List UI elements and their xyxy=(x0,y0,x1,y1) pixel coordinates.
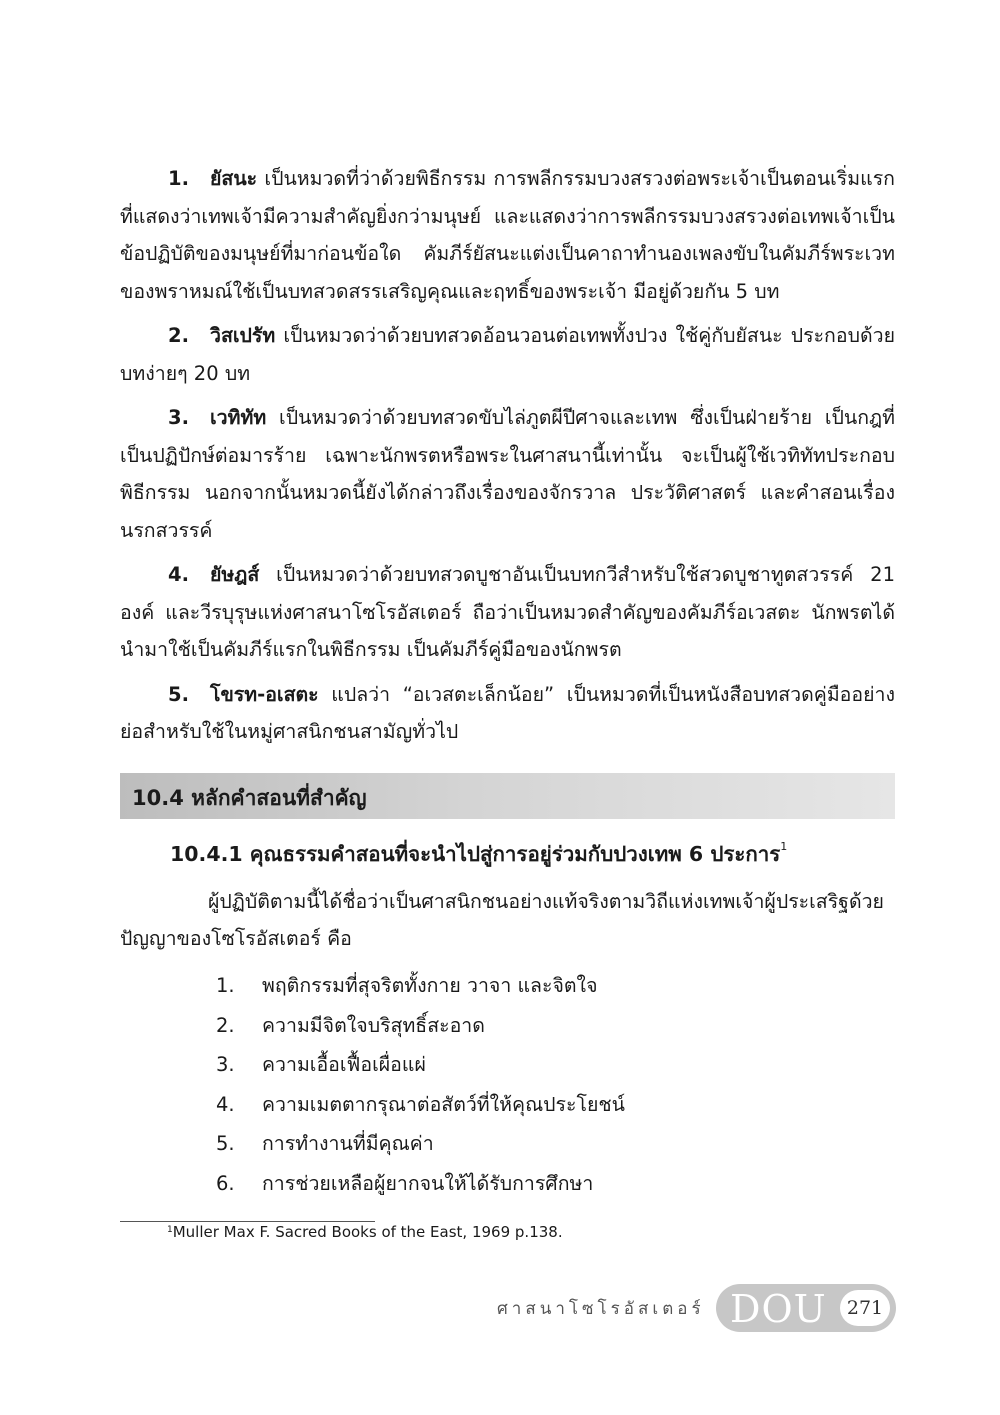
footnote-divider xyxy=(120,1221,375,1222)
intro-paragraph: ผู้ปฏิบัติตามนี้ได้ชื่อว่าเป็นศาสนิกชนอย่างแท้จริงตามวิถีแห่งเทพเจ้าผู้ประเสริฐด้วยปัญญาของโซโรอัสเตอร์ คือ xyxy=(120,890,884,950)
item-text: พฤติกรรมที่สุจริตทั้งกาย วาจา และจิตใจ xyxy=(262,974,598,997)
list-item xyxy=(120,556,895,669)
item-text: การทำงานที่มีคุณค่า xyxy=(262,1132,434,1155)
item-text: แปลว่า “อเวสตะเล็กน้อย” เป็นหมวดที่เป็นหนังสือบทสวดคู่มืออย่างย่อสำหรับใช้ในหมู่ศาสนิกชนสามัญทั่วไป xyxy=(120,682,895,743)
scripture-sections xyxy=(120,160,895,758)
list-item xyxy=(216,1124,625,1164)
list-item xyxy=(120,160,895,310)
list-item xyxy=(216,1006,625,1046)
list-item xyxy=(120,317,895,392)
item-number: 5. xyxy=(168,682,189,706)
section-heading-bar xyxy=(120,773,895,819)
item-text: เป็นหมวดว่าด้วยบทสวดขับไล่ภูตผีปีศาจและเทพ ซึ่งเป็นฝ่ายร้าย เป็นกฎที่เป็นปฏิปักษ์ต่อมารร้าย เฉพาะนักพรตหรือพระในศาสนานี้เท่านั้น จะเป็นผู้ใช้เวทิทัทประกอบพิธีกรรม นอกจากนั้นหมวดนี้ยังได้กล่าวถึงเรื่องของจักรวาล ประวัติศาสตร์ และคำสอนเรื่องนรกสวรรค์ xyxy=(120,406,895,542)
item-term: ยัสนะ xyxy=(210,167,258,190)
item-number: 5. xyxy=(216,1132,235,1155)
subsection-heading xyxy=(170,838,787,871)
item-text: เป็นหมวดว่าด้วยบทสวดอ้อนวอนต่อเทพทั้งปวง ใช้คู่กับยัสนะ ประกอบด้วยบทง่ายๆ 20 บท xyxy=(120,324,895,385)
running-title: ศาสนาโซโรอัสเตอร์ xyxy=(497,1299,705,1319)
virtues-list xyxy=(216,966,625,1203)
item-number: 1. xyxy=(168,167,189,190)
item-number: 3. xyxy=(168,406,189,429)
section-title: 10.4 หลักคำสอนที่สำคัญ xyxy=(132,786,367,810)
dou-logo: DOU xyxy=(730,1287,827,1331)
footnote-reference[interactable]: 1 xyxy=(780,840,788,853)
item-term: วิสเปรัท xyxy=(210,324,276,347)
item-number: 6. xyxy=(216,1171,235,1195)
footnote-text: Muller Max F. Sacred Books of the East, 1969 p.138. xyxy=(172,1223,563,1241)
item-text: ความมีจิตใจบริสุทธิ์สะอาด xyxy=(262,1013,485,1037)
item-text: การช่วยเหลือผู้ยากจนให้ได้รับการศึกษา xyxy=(262,1171,594,1195)
list-item xyxy=(216,966,625,1006)
footnote xyxy=(167,1223,563,1241)
list-item xyxy=(216,1085,625,1125)
item-number: 1. xyxy=(216,974,235,997)
item-term: ยัษฎส์ xyxy=(210,563,260,586)
item-text: ความเอื้อเฟื้อเผื่อแผ่ xyxy=(262,1053,426,1076)
item-term: โขรท-อเสตะ xyxy=(210,682,319,706)
item-number: 2. xyxy=(168,324,189,347)
item-text: เป็นหมวดที่ว่าด้วยพิธีกรรม การพลีกรรมบวงสรวงต่อพระเจ้าเป็นตอนเริ่มแรกที่แสดงว่าเทพเจ้ามีความสำคัญยิ่งกว่ามนุษย์ และแสดงว่าการพลีกรรมบวงสรวงต่อเทพเจ้าเป็นข้อปฏิบัติของมนุษย์ที่มาก่อนข้อใด คัมภีร์ยัสนะแต่งเป็นคาถาทำนองเพลงขับในคัมภีร์พระเวทของพราหมณ์ใช้เป็นบทสวดสรรเสริญคุณและฤทธิ์ของพระเจ้า มีอยู่ด้วยกัน 5 บท xyxy=(120,167,895,303)
list-item xyxy=(216,1164,625,1204)
footnote-mark: 1 xyxy=(167,1225,173,1235)
list-item xyxy=(120,676,895,751)
subsection-title: 10.4.1 คุณธรรมคำสอนที่จะนำไปสู่การอยู่ร่วมกับปวงเทพ 6 ประการ xyxy=(170,842,781,866)
page-number: 271 xyxy=(840,1290,890,1326)
list-item xyxy=(216,1045,625,1085)
item-number: 3. xyxy=(216,1053,235,1076)
item-number: 4. xyxy=(168,563,189,586)
item-number: 4. xyxy=(216,1092,235,1116)
item-term: เวทิทัท xyxy=(210,406,267,429)
list-item xyxy=(120,399,895,549)
item-text: เป็นหมวดว่าด้วยบทสวดบูชาอันเป็นบทกวีสำหรับใช้สวดบูชาทูตสวรรค์ 21 องค์ และวีรบุรุษแห่งศาสนาโซโรอัสเตอร์ ถือว่าเป็นหมวดสำคัญของคัมภีร์อเวสตะ นักพรตได้นำมาใช้เป็นคัมภีร์แรกในพิธีกรรม เป็นคัมภีร์คู่มือของนักพรต xyxy=(120,563,895,661)
item-number: 2. xyxy=(216,1013,235,1037)
item-text: ความเมตตากรุณาต่อสัตว์ที่ให้คุณประโยชน์ xyxy=(262,1092,625,1116)
dou-page-badge xyxy=(716,1284,896,1332)
